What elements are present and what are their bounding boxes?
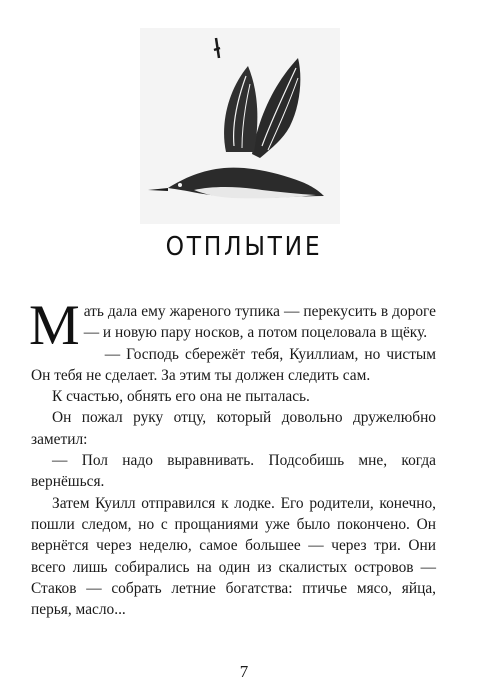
paragraph-3: К счастью, обнять его она не пыталась. — [52, 388, 310, 406]
seabird-illustration — [140, 28, 340, 224]
paragraph-2: — Господь сбережёт тебя, Куиллиам, но чистым Он тебя не сделает. За этим ты должен следить сам. — [31, 345, 436, 384]
paragraph-5: — Пол надо выравнивать. Подсобишь мне, когда вернёшься. — [31, 452, 436, 491]
chapter-title: ОТПЛЫТИЕ — [165, 232, 323, 262]
drop-cap: М — [29, 294, 80, 357]
paragraph-4: Он пожал руку отцу, который довольно дружелюбно заметил: — [31, 409, 436, 448]
paragraph-6: Затем Куилл отправился к лодке. Его родители, конечно, пошли следом, но с прощаниями уже было покончено. Он вернётся через неделю, самое большее — через три. Они всего лишь собирались на один из скалистых островов — Стаков — собрать летние богатства: птичье мясо, яйца, перья, масло... — [31, 494, 436, 619]
paragraph-1 — [29, 294, 436, 357]
seabird-flying-icon — [140, 28, 340, 224]
page-number: 7 — [239, 662, 249, 681]
paragraph-1-text: ать дала ему жареного тупика — перекусить в дороге — и новую пару носков, а потом поцеловала в щёку. — [83, 303, 436, 342]
chapter-text — [29, 294, 436, 620]
